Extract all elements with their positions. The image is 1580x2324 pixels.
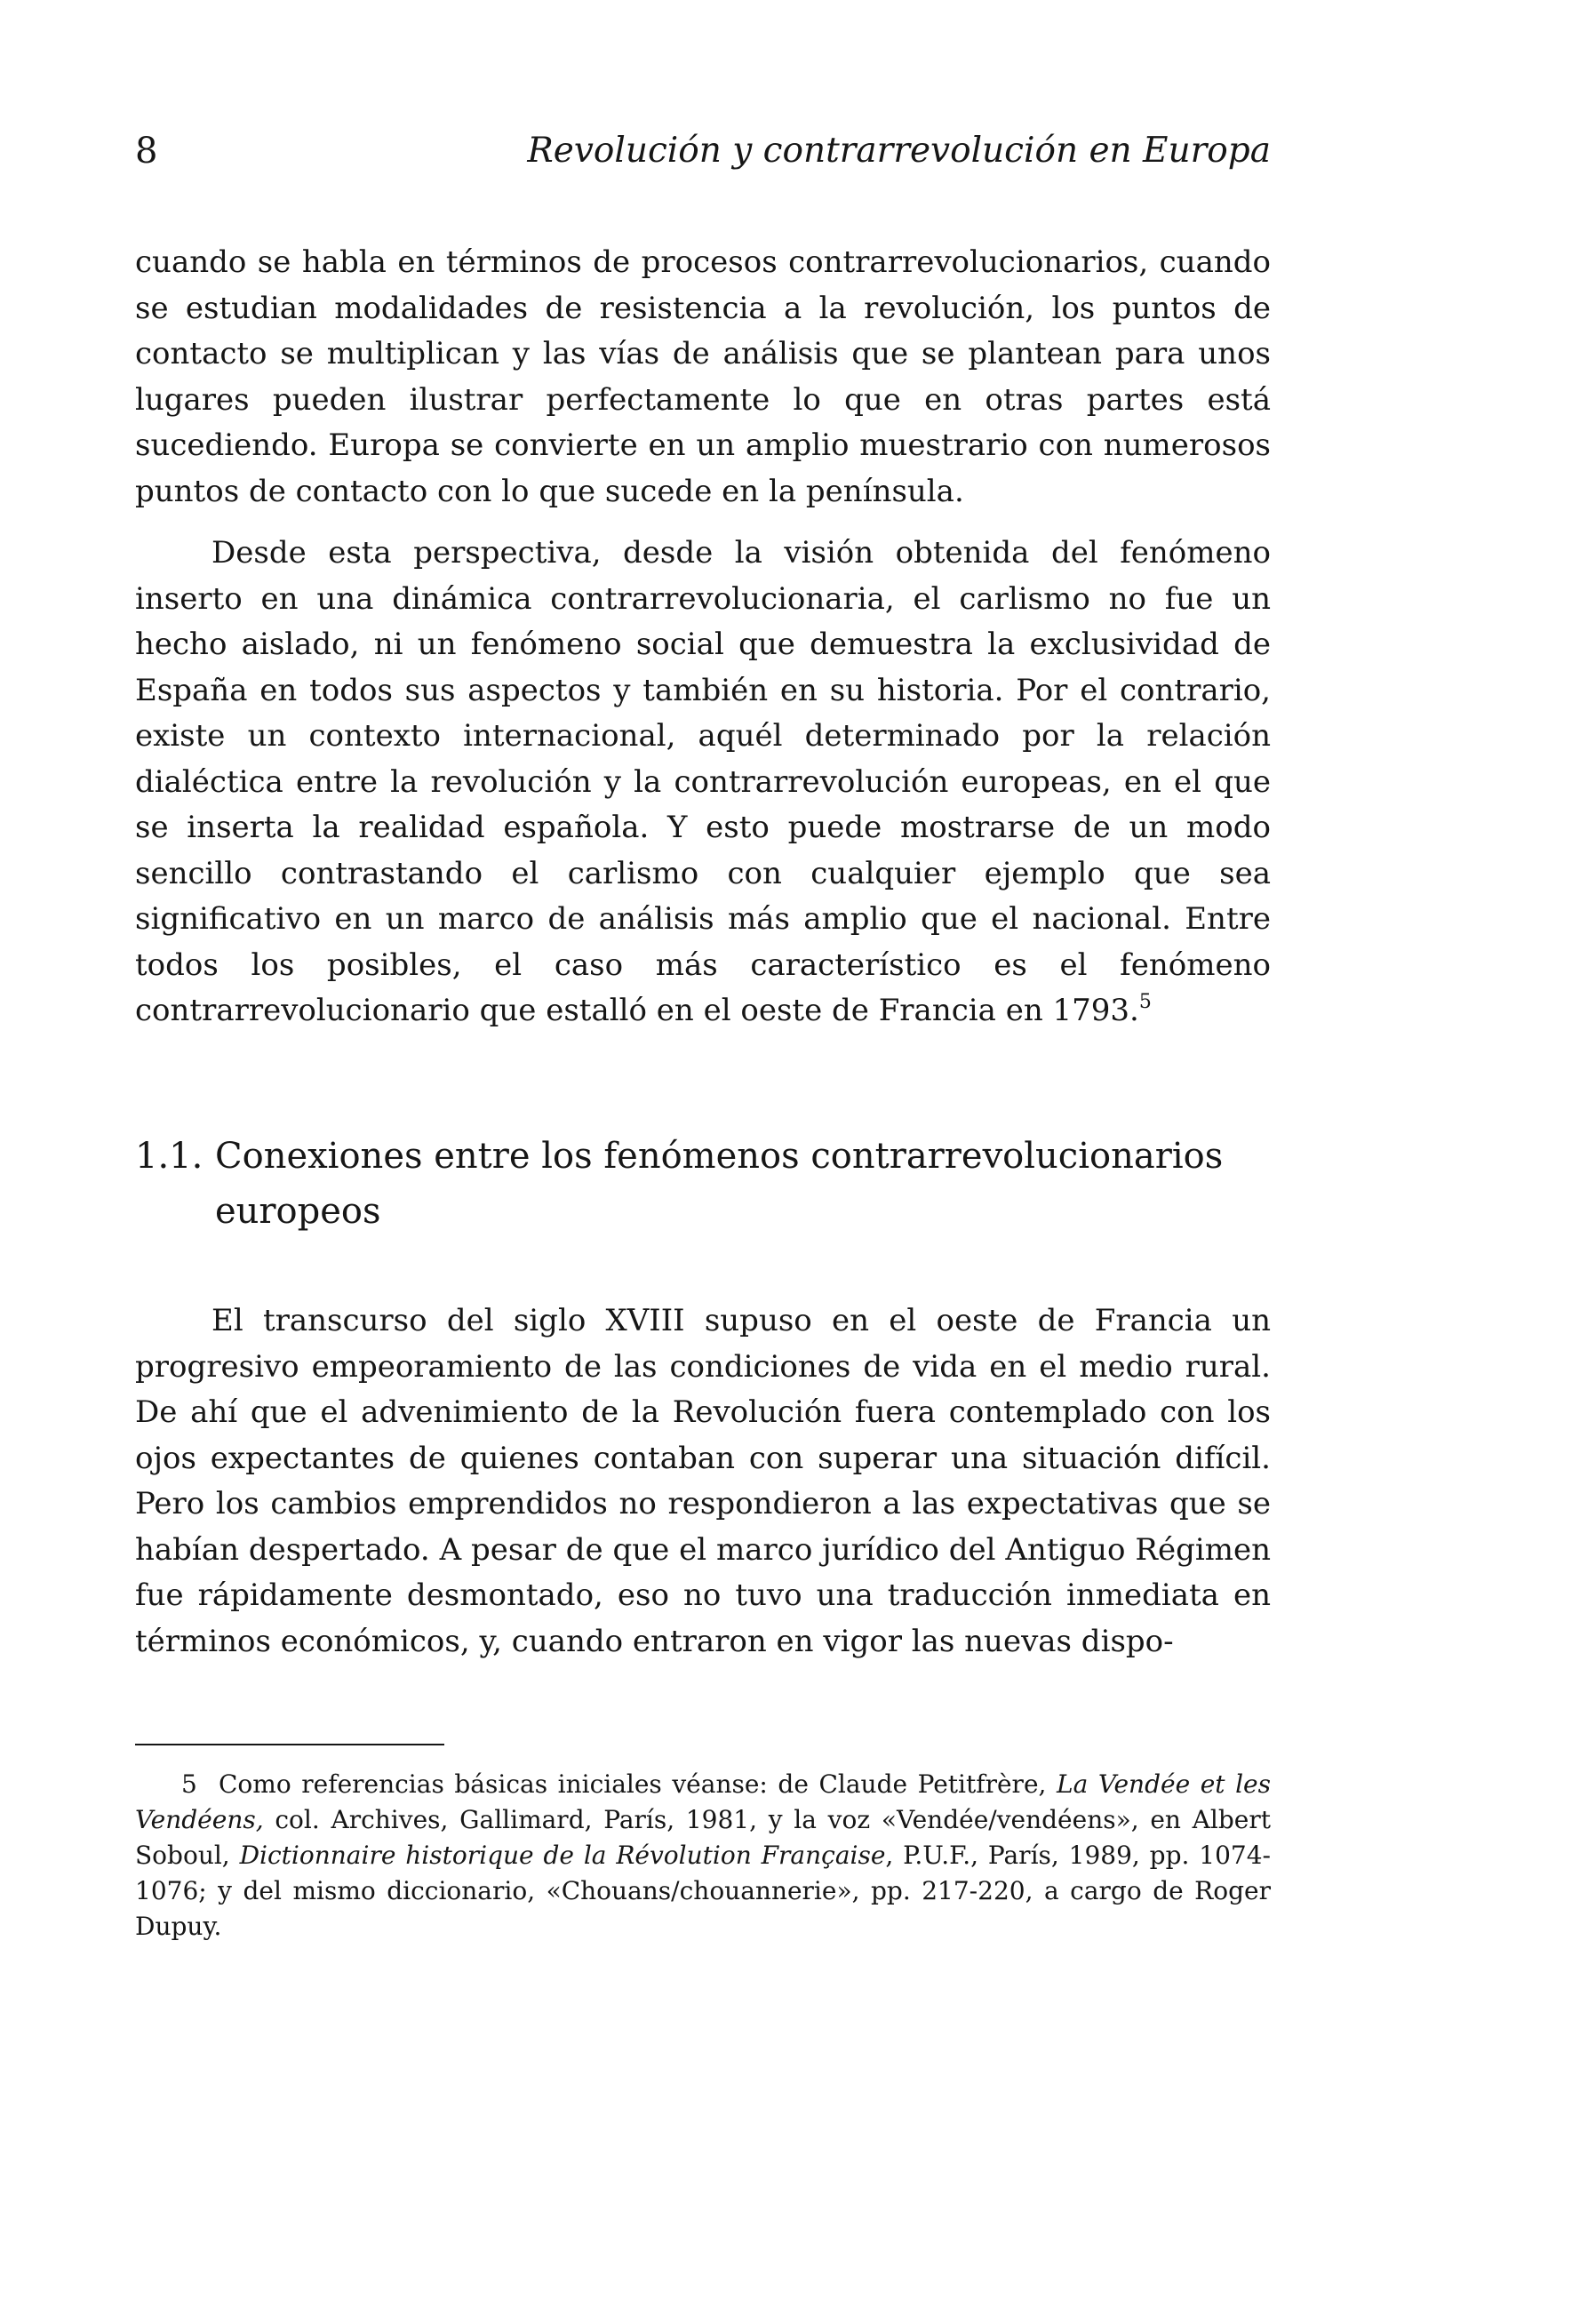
body-paragraph-1 — [135, 240, 1271, 515]
footnote-text-2: col. Archives, Gallimard, París, 1981, y la voz «Vendée/vendéens», en Albert Soboul, — [135, 1805, 1271, 1870]
footnote-reference[interactable]: 5 — [1138, 991, 1152, 1013]
paragraph-text: Desde esta perspectiva, desde la visión obtenida del fenómeno inserto en una dinámica contrarrevolucionaria, el carlismo no fue un hecho aislado, ni un fenómeno social que demuestra la exclusividad de España en todos sus aspectos y también en su historia. Por el contrario, existe un contexto internacional, aquél determinado por la relación dialéctica entre la revolución y la contrarrevolución europeas, en el que se inserta la realidad española. Y esto puede mostrarse de un modo sencillo contrastando el carlismo con cualquier ejemplo que sea significativo en un marco de análisis más amplio que el nacional. Entre todos los posibles, el caso más característico es el fenómeno contrarrevolucionario que estalló en el oeste de Francia en 1793. — [135, 535, 1271, 1028]
section-title: Conexiones entre los fenómenos contrarrevolucionarios europeos — [215, 1136, 1224, 1232]
body-paragraph-2 — [135, 531, 1271, 1034]
running-title: Revolución y contrarrevolución en Europa — [527, 131, 1271, 171]
footnote-book-title-1: La Vendée et les Vendéens, — [135, 1769, 1271, 1834]
section-heading — [135, 1129, 1351, 1239]
footnote-book-title-2: Dictionnaire historique de la Révolution Française — [239, 1841, 886, 1870]
page-header — [135, 124, 1271, 178]
footnote-5 — [135, 1767, 1271, 1945]
paragraph-text: El transcurso del siglo XVIII supuso en el oeste de Francia un progresivo empeoramiento de las condiciones de vida en el medio rural. De ahí que el advenimiento de la Revolución fuera contemplado con los ojos expectantes de quienes contaban con superar una situación difícil. Pero los cambios emprendidos no respondieron a las expectativas que se habían despertado. A pesar de que el marco jurídico del Antiguo Régimen fue rápidamente desmontado, eso no tuvo una traducción inmediata en términos económicos, y, cuando entraron en vigor las nuevas dispo- — [135, 1303, 1271, 1659]
body-paragraph-3 — [135, 1298, 1271, 1665]
footnote-text-1: Como referencias básicas iniciales véanse: de Claude Petitfrère, — [219, 1769, 1047, 1799]
footnote-divider — [135, 1744, 444, 1745]
paragraph-text: cuando se habla en términos de procesos contrarrevolucionarios, cuando se estudian modalidades de resistencia a la revolución, los puntos de contacto se multiplican y las vías de análisis que se plantean para unos lugares pueden ilustrar perfectamente lo que en otras partes está sucediendo. Europa se convierte en un amplio muestrario con numerosos puntos de contacto con lo que sucede en la península. — [135, 244, 1271, 509]
section-number: 1.1. — [135, 1136, 203, 1177]
footnote-number: 5 — [181, 1769, 197, 1799]
page-number: 8 — [135, 131, 158, 172]
footnote-text-3: , P.U.F., París, 1989, pp. 1074-1076; y del mismo diccionario, «Chouans/chouannerie», pp. 217-220, a cargo de Roger Dupuy. — [135, 1841, 1271, 1941]
